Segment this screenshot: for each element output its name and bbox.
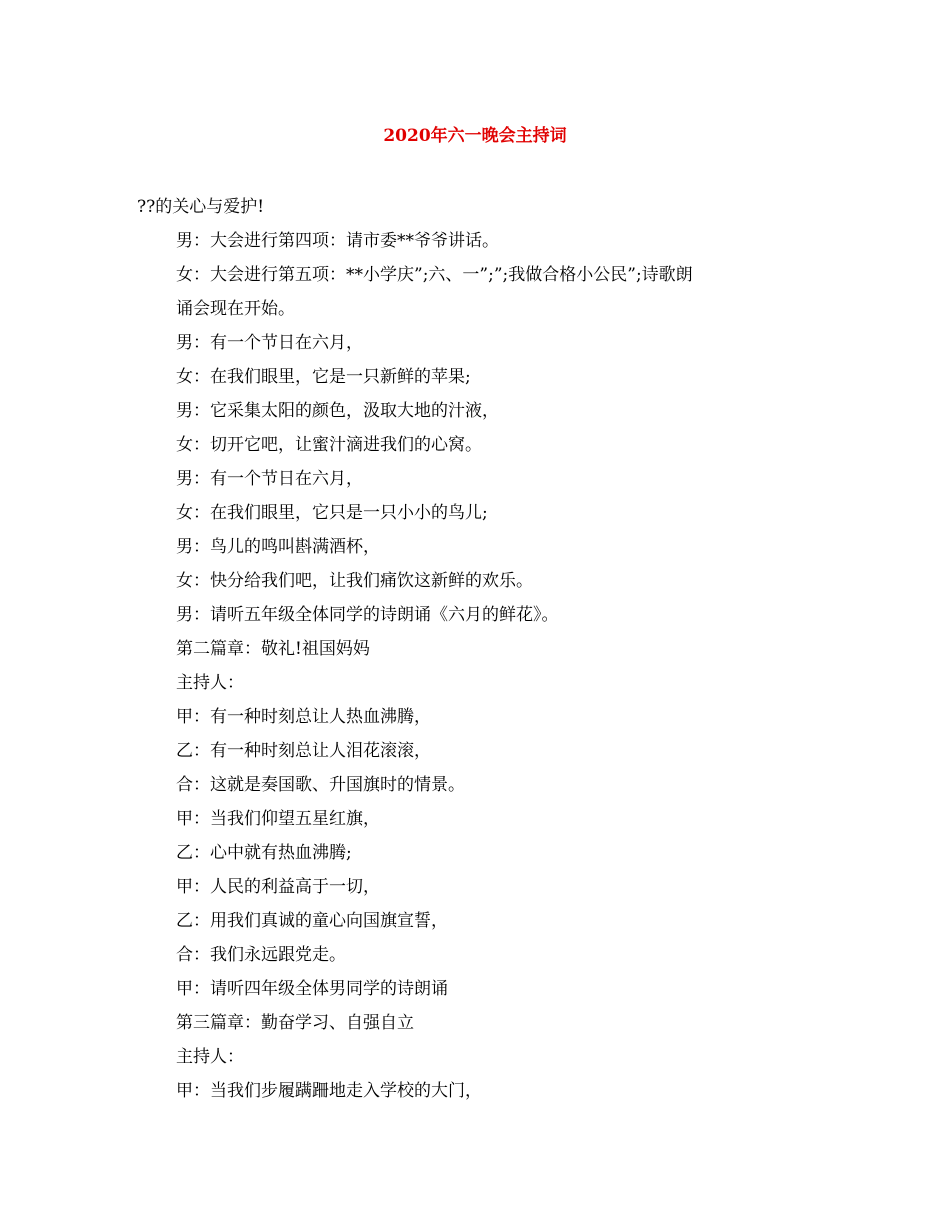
text-line: 诵会现在开始。 <box>176 299 295 319</box>
text-line: 女：切开它吧，让蜜汁滴进我们的心窝。 <box>176 435 482 455</box>
text-line: 甲：当我们步履蹒跚地走入学校的大门， <box>176 1081 482 1101</box>
text-line: 甲：请听四年级全体男同学的诗朗诵 <box>176 979 448 999</box>
text-line: 乙：有一种时刻总让人泪花滚滚， <box>176 741 431 761</box>
text-line: 乙：心中就有热血沸腾; <box>176 843 352 863</box>
text-line: 甲：有一种时刻总让人热血沸腾， <box>176 707 431 727</box>
text-line: ??的关心与爱护! <box>137 197 265 217</box>
text-line: 男：它采集太阳的颜色，汲取大地的汁液， <box>176 401 499 421</box>
text-line: 主持人： <box>176 673 244 693</box>
document-body <box>0 190 950 1108</box>
text-line: 女：在我们眼里，它是一只新鲜的苹果; <box>176 367 471 387</box>
text-line: 男：大会进行第四项：请市委**爷爷讲话。 <box>176 231 499 251</box>
text-line: 第二篇章：敬礼!祖国妈妈 <box>176 639 370 659</box>
document-title: 2020年六一晚会主持词 <box>383 126 567 146</box>
text-line: 女：快分给我们吧，让我们痛饮这新鲜的欢乐。 <box>176 571 533 591</box>
text-line: 男：有一个节日在六月， <box>176 333 363 353</box>
text-line: 合：这就是奏国歌、升国旗时的情景。 <box>176 775 465 795</box>
text-line: 女：大会进行第五项：**小学庆”;六、一”;”;我做合格小公民”;诗歌朗 <box>176 265 693 285</box>
text-line: 男：鸟儿的鸣叫斟满酒杯， <box>176 537 380 557</box>
text-line: 主持人： <box>176 1047 244 1067</box>
text-line: 男：请听五年级全体同学的诗朗诵《六月的鲜花》。 <box>176 605 559 625</box>
text-line: 男：有一个节日在六月， <box>176 469 363 489</box>
text-line: 乙：用我们真诚的童心向国旗宣誓， <box>176 911 448 931</box>
text-line: 第三篇章：勤奋学习、自强自立 <box>176 1013 414 1033</box>
text-line: 甲：当我们仰望五星红旗， <box>176 809 380 829</box>
text-line: 女：在我们眼里，它只是一只小小的鸟儿; <box>176 503 488 523</box>
text-line: 甲：人民的利益高于一切， <box>176 877 380 897</box>
text-line: 合：我们永远跟党走。 <box>176 945 346 965</box>
